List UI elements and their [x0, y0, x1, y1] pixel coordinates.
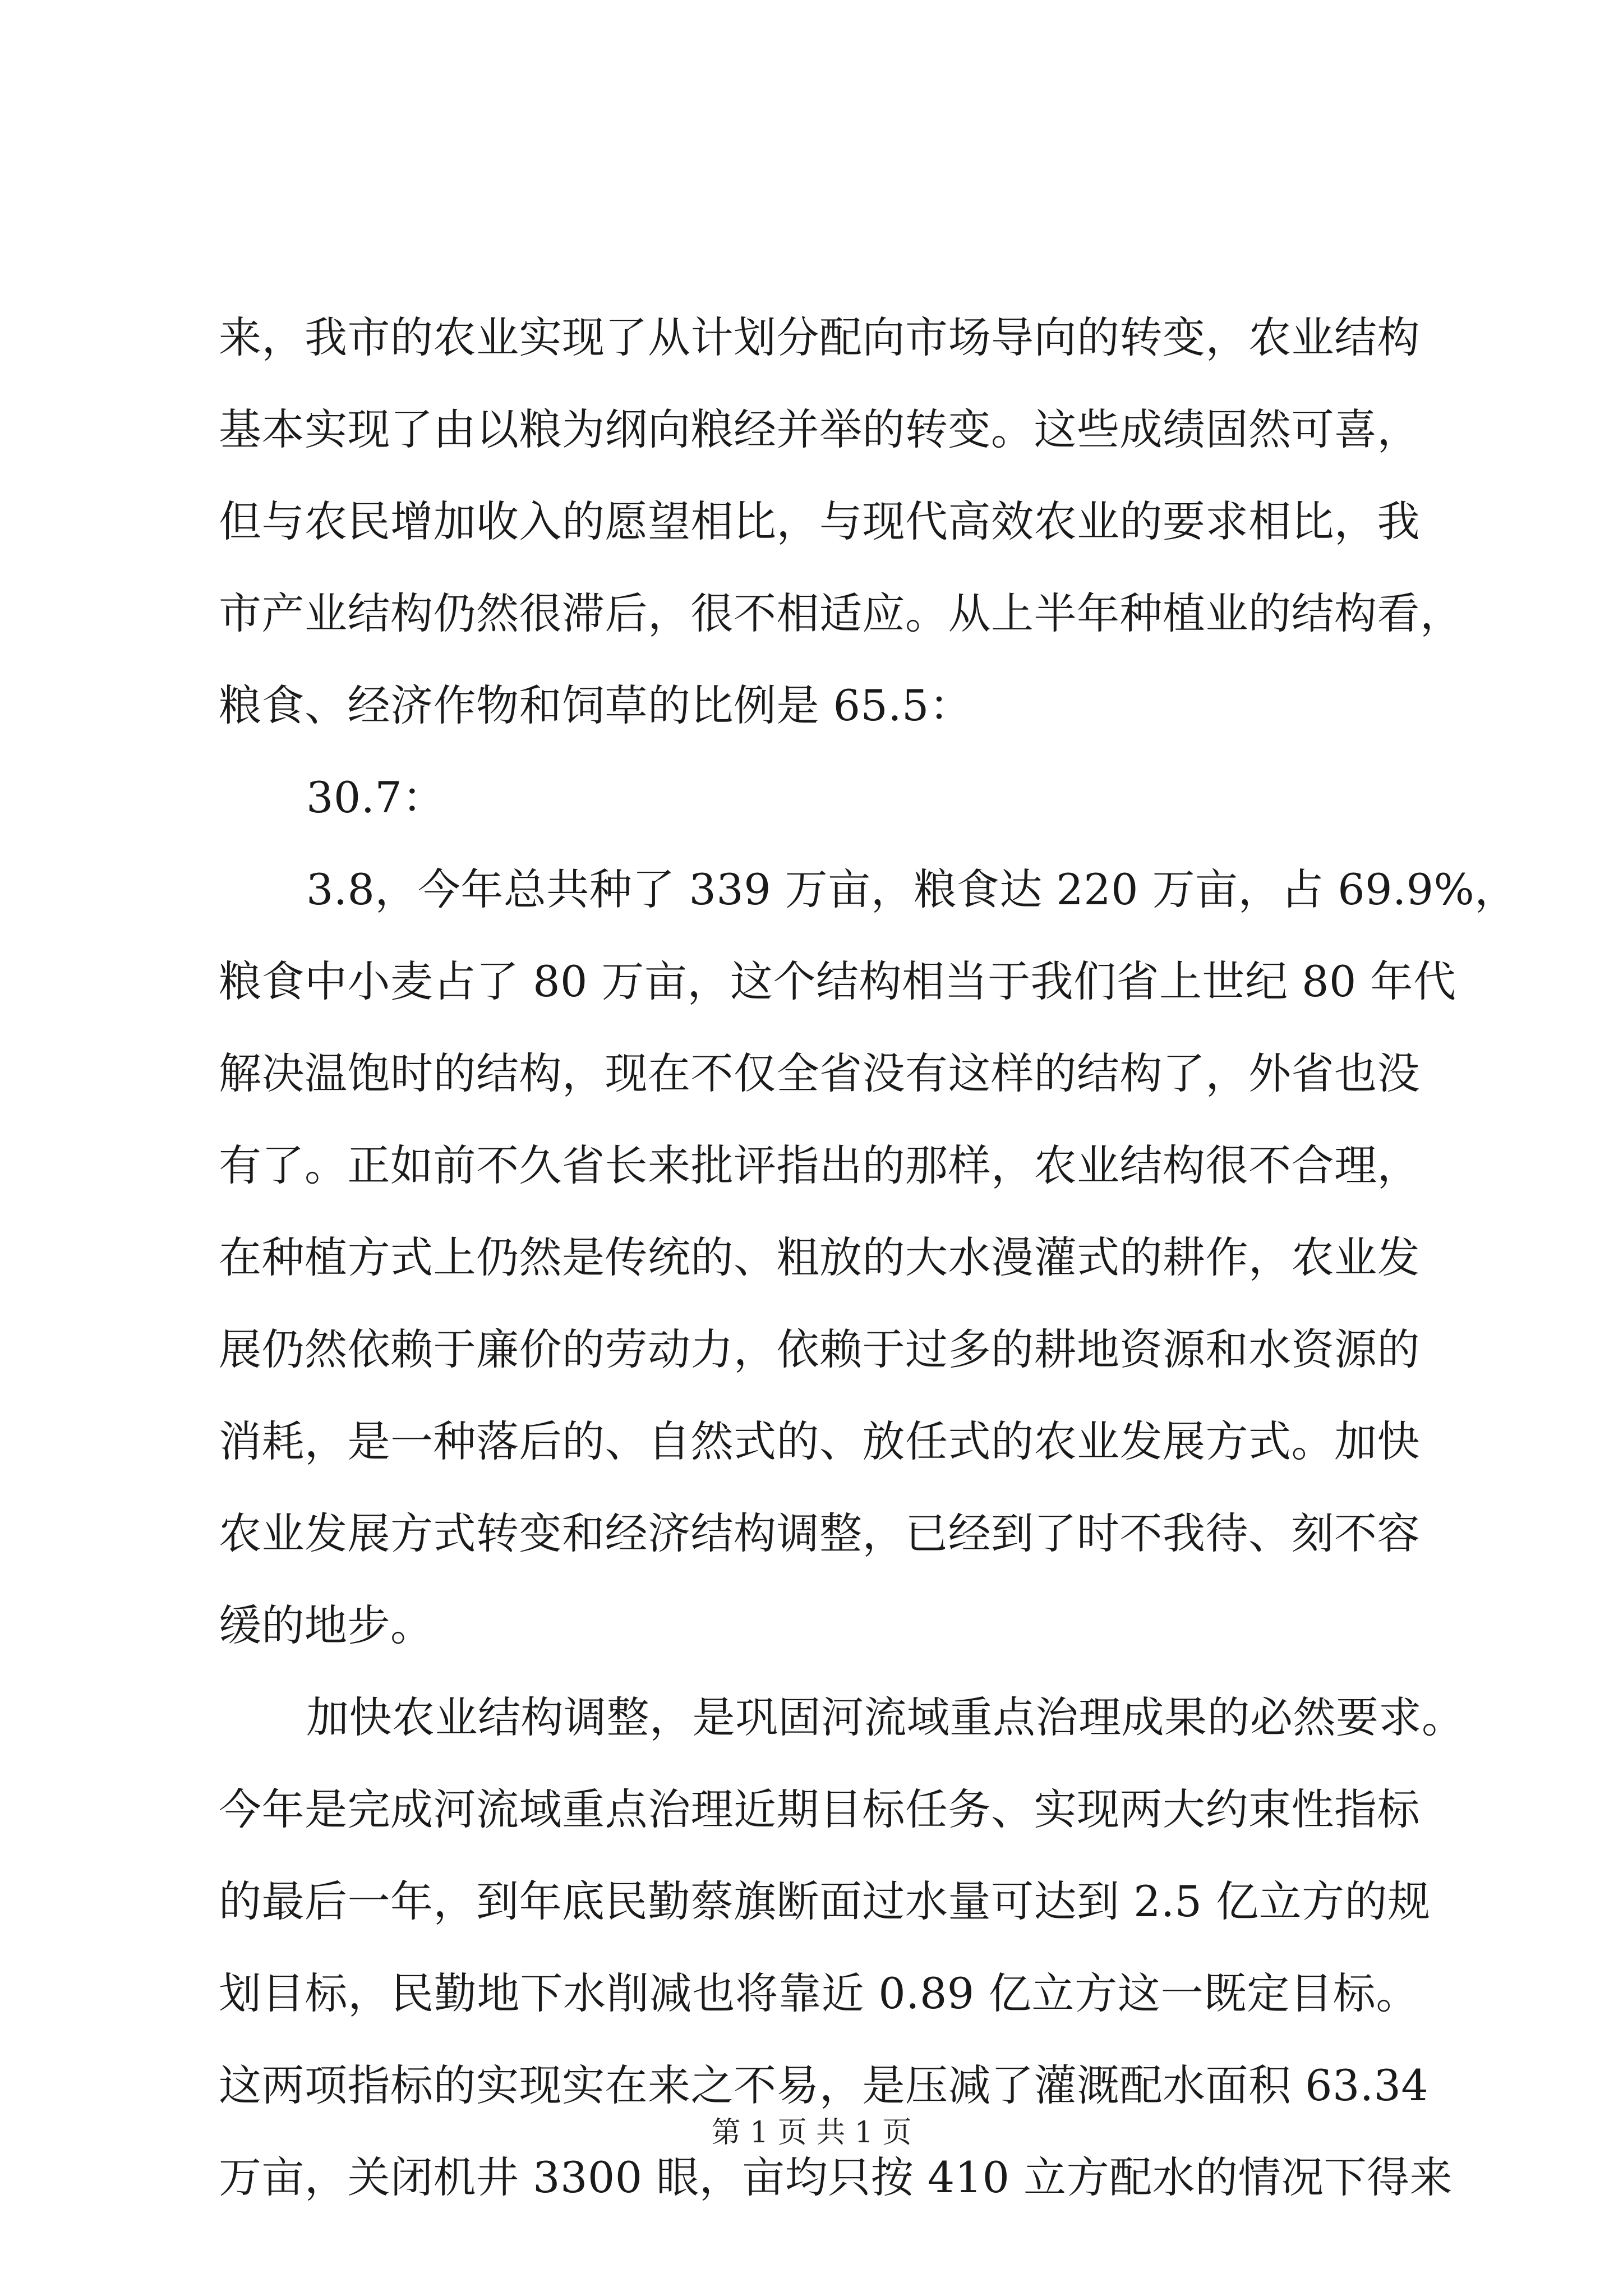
text-line: 的最后一年，到年底民勤蔡旗断面过水量可达到 2.5 亿立方的规	[219, 1876, 1431, 1926]
text-line: 解决温饱时的结构，现在不仅全省没有这样的结构了，外省也没	[219, 1048, 1420, 1098]
text-line: 市产业结构仍然很滞后，很不相适应。从上半年种植业的结构看，	[219, 588, 1463, 638]
text-line: 但与农民增加收入的愿望相比，与现代高效农业的要求相比，我	[219, 496, 1420, 546]
text-line: 缓的地步。	[219, 1600, 434, 1650]
text-line: 粮食中小麦占了 80 万亩，这个结构相当于我们省上世纪 80 年代	[219, 956, 1456, 1006]
text-line: 万亩，关闭机井 3300 眼，亩均只按 410 立方配水的情况下得来	[219, 2152, 1453, 2202]
text-line: 粮食、经济作物和饲草的比例是 65.5：	[219, 680, 972, 730]
text-line: 这两项指标的实现实在来之不易，是压减了灌溉配水面积 63.34	[219, 2060, 1429, 2110]
text-line: 来，我市的农业实现了从计划分配向市场导向的转变，农业结构	[219, 312, 1420, 362]
text-line: 3.8，今年总共种了 339 万亩，粮食达 220 万亩，占 69.9%，	[306, 864, 1518, 914]
text-line: 消耗，是一种落后的、自然式的、放任式的农业发展方式。加快	[219, 1416, 1420, 1466]
text-line: 在种植方式上仍然是传统的、粗放的大水漫灌式的耕作，农业发	[219, 1232, 1420, 1282]
text-line: 划目标，民勤地下水削减也将靠近 0.89 亿立方这一既定目标。	[219, 1968, 1419, 2018]
text-line: 30.7：	[306, 772, 445, 822]
text-line: 加快农业结构调整，是巩固河流域重点治理成果的必然要求。	[306, 1692, 1465, 1742]
page-footer: 第 1 页 共 1 页	[711, 2116, 912, 2150]
text-line: 有了。正如前不久省长来批评指出的那样，农业结构很不合理，	[219, 1140, 1420, 1190]
text-line: 基本实现了由以粮为纲向粮经并举的转变。这些成绩固然可喜，	[219, 404, 1420, 454]
text-line: 农业发展方式转变和经济结构调整，已经到了时不我待、刻不容	[219, 1508, 1420, 1558]
text-line: 展仍然依赖于廉价的劳动力，依赖于过多的耕地资源和水资源的	[219, 1324, 1420, 1374]
document-body	[219, 292, 1518, 2224]
text-line: 今年是完成河流域重点治理近期目标任务、实现两大约束性指标	[219, 1784, 1420, 1834]
